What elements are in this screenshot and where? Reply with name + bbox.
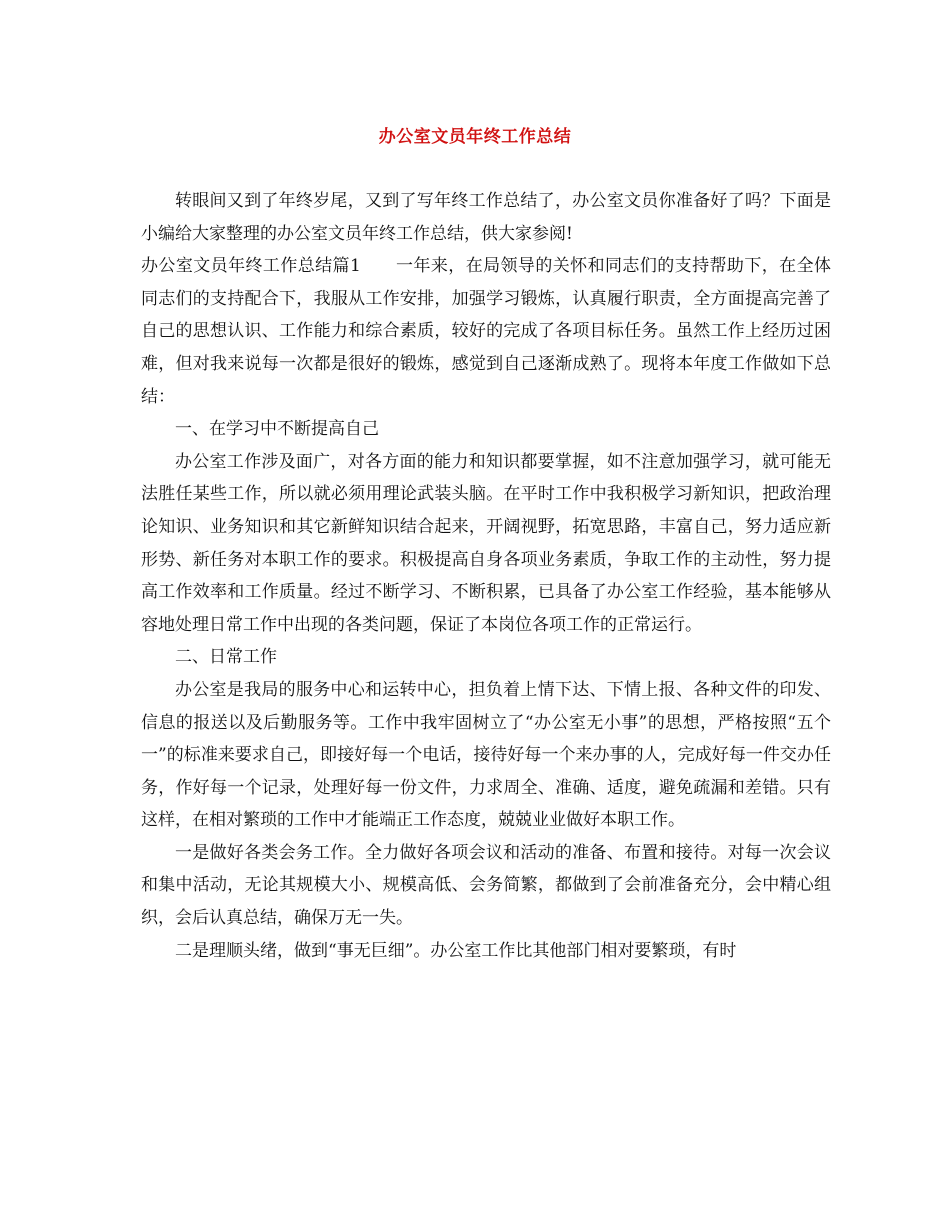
document-title: 办公室文员年终工作总结 xyxy=(378,127,572,147)
paragraph-daily-work: 办公室是我局的服务中心和运转中心，担负着上情下达、下情上报、各种文件的印发、信息的报送以及后勤服务等。工作中我牢固树立了“办公室无小事”的思想，严格按照“五个一”的标准来要求自己，即接好每一个电话，接待好每一个来办事的人，完成好每一件交办任务，作好每一个记录，处理好每一份文件，力求周全、准确、适度，避免疏漏和差错。只有这样，在相对繁琐的工作中才能端正工作态度，兢兢业业做好本职工作。 xyxy=(141,679,831,831)
paragraph-details: 二是理顺头绪，做到“事无巨细”。办公室工作比其他部门相对要繁琐，有时 xyxy=(175,940,737,961)
section-heading-daily-work: 二、日常工作 xyxy=(175,647,277,668)
section-heading-study: 一、在学习中不断提高自己 xyxy=(175,419,379,440)
paragraph-study: 办公室工作涉及面广，对各方面的能力和知识都要掌握，如不注意加强学习，就可能无法胜任某些工作，所以就必须用理论武装头脑。在平时工作中我积极学习新知识，把政治理论知识、业务知识和其它新鲜知识结合起来，开阔视野，拓宽思路，丰富自己，努力适应新形势、新任务对本职工作的要求。积极提高自身各项业务素质，争取工作的主动性，努力提高工作效率和工作质量。经过不断学习、不断积累，已具备了办公室工作经验，基本能够从容地处理日常工作中出现的各类问题，保证了本岗位各项工作的正常运行。 xyxy=(141,451,831,635)
paragraph-intro: 转眼间又到了年终岁尾，又到了写年终工作总结了，办公室文员你准备好了吗？下面是小编给大家整理的办公室文员年终工作总结，供大家参阅! xyxy=(141,191,831,244)
paragraph-opening: 办公室文员年终工作总结篇1 一年来，在局领导的关怀和同志们的支持帮助下，在全体同志们的支持配合下，我服从工作安排，加强学习锻炼，认真履行职责，全方面提高完善了自己的思想认识、工作能力和综合素质，较好的完成了各项目标任务。虽然工作上经历过困难，但对我来说每一次都是很好的锻炼，感觉到自己逐渐成熟了。现将本年度工作做如下总结： xyxy=(141,256,831,407)
document-body xyxy=(141,185,831,967)
paragraph-meetings: 一是做好各类会务工作。全力做好各项会议和活动的准备、布置和接待。对每一次会议和集中活动，无论其规模大小、规模高低、会务简繁，都做到了会前准备充分，会中精心组织，会后认真总结，确保万无一失。 xyxy=(141,842,831,929)
